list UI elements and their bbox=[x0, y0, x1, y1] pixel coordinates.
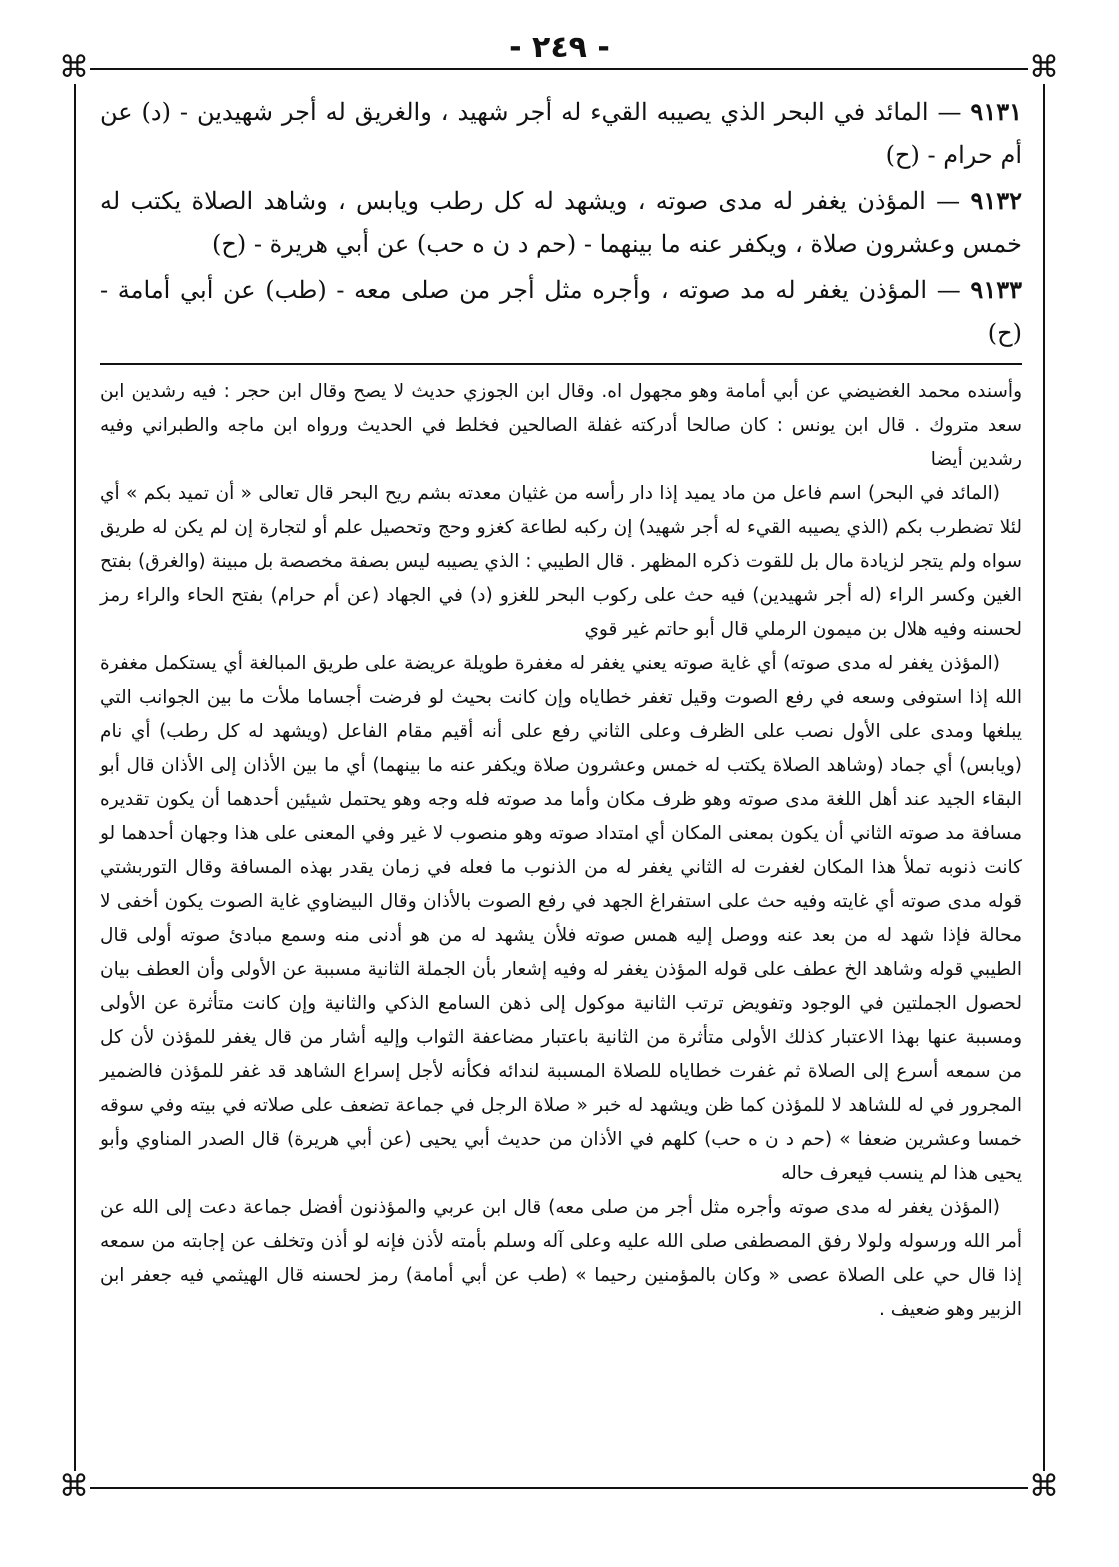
corner-ornament-icon: ⌘ bbox=[59, 50, 89, 85]
hadith-entry bbox=[100, 90, 1022, 177]
frame-top-border bbox=[72, 68, 1047, 70]
hadith-text: المؤذن يغفر له مد صوته ، وأجره مثل أجر من صلى معه - (طب) عن أبي أمامة - (ح) bbox=[100, 276, 1022, 347]
commentary-paragraph: (المؤذن يغفر له مدى صوته) أي غاية صوته يعني يغفر له مغفرة طويلة عريضة على طريق المبالغة أي يستكمل مغفرة الله إذا استوفى وسعه في رفع الصوت وقيل تغفر خطاياه وإن كانت بحيث لو فرضت أجساما ملأت ما بين الجوانب التي يبلغها ومدى على الأول نصب على الظرف وعلى الثاني رفع على أنه أقيم مقام الفاعل (ويشهد له كل رطب) أي نام (ويابس) أي جماد (وشاهد الصلاة يكتب له خمس وعشرون صلاة ويكفر عنه ما بينهما) أي ما بين الأذان إلى الأذان قال أبو البقاء الجيد عند أهل اللغة مدى صوته وهو ظرف مكان وأما مد صوته فله وجه وهو يحتمل شيئين أحدهما أن يكون تقديره مسافة مد صوته الثاني أن يكون بمعنى المكان أي امتداد صوته وهو منصوب لا غير وفي المعنى على هذا وجهان أحدهما لو كانت ذنوبه تملأ هذا المكان لغفرت له الثاني يغفر له من الذنوب ما فعله في زمان يقدر بهذه المسافة وقال التوربشتي قوله مدى صوته أي غايته وفيه حث على استفراغ الجهد في رفع الصوت بالأذان وقال البيضاوي غاية الصوت يكون أخفى لا محالة فإذا شهد له من بعد عنه ووصل إليه همس صوته فلأن يشهد له من هو أدنى منه وسمع مبادئ صوته أولى قال الطيبي قوله وشاهد الخ عطف على قوله المؤذن يغفر له وفيه إشعار بأن الجملة الثانية مسببة عن الأولى وأن العطف بيان لحصول الجملتين في الوجود وتفويض ترتب الثانية موكول إلى ذهن السامع الذكي والثانية وإن كانت متأثرة عن الأولى ومسببة عنها بهذا الاعتبار كذلك الأولى متأثرة من الثانية باعتبار مضاعفة الثواب وإليه أشار من قال يغفر للمؤذن لأن كل من سمعه أسرع إلى الصلاة ثم غفرت خطاياه للصلاة المسببة لندائه فكأنه لأجل إسراع الشاهد قد غفر للمؤذن فالضمير المجرور في له للشاهد لا للمؤذن كما ظن ويشهد له خبر « صلاة الرجل في جماعة تضعف على صلاته في بيته وفي سوقه خمسا وعشرين ضعفا » (حم د ن ه حب) كلهم في الأذان من حديث أبي يحيى (عن أبي هريرة) قال الصدر المناوي وأبو يحيى هذا لم ينسب فيعرف حاله bbox=[100, 653, 1022, 1184]
frame-left-border bbox=[74, 70, 76, 1487]
hadith-number: ٩١٣٢ bbox=[970, 186, 1022, 215]
hadith-dash: — bbox=[927, 276, 961, 304]
corner-ornament-icon: ⌘ bbox=[1029, 50, 1059, 85]
corner-ornament-icon: ⌘ bbox=[59, 1469, 89, 1504]
hadith-section bbox=[100, 90, 1022, 355]
commentary-paragraph: وأسنده محمد الغضيضي عن أبي أمامة وهو مجهول اه. وقال ابن الجوزي حديث لا يصح وقال ابن حجر : فيه رشدين ابن سعد متروك . قال ابن يونس : كان صالحا أدركته غفلة الصالحين فخلط في الحديث ورواه ابن ماجه والطبراني وفيه رشدين أيضا bbox=[100, 381, 1022, 470]
frame-bottom-border bbox=[72, 1487, 1047, 1489]
hadith-text: المؤذن يغفر له مدى صوته ، ويشهد له كل رطب ويابس ، وشاهد الصلاة يكتب له خمس وعشرون صلاة ، ويكفر عنه ما بينهما - (حم د ن ه حب) عن أبي هريرة - (ح) bbox=[100, 187, 1022, 258]
commentary-section bbox=[100, 375, 1022, 1327]
hadith-number: ٩١٣١ bbox=[970, 97, 1022, 126]
hadith-dash: — bbox=[928, 98, 962, 126]
hadith-entry bbox=[100, 268, 1022, 355]
corner-ornament-icon: ⌘ bbox=[1029, 1469, 1059, 1504]
section-divider bbox=[100, 363, 1022, 365]
page-content bbox=[100, 90, 1022, 1327]
hadith-text: المائد في البحر الذي يصيبه القيء له أجر شهيد ، والغريق له أجر شهيدين - (د) عن أم حرام - (ح) bbox=[100, 98, 1022, 169]
page-number: - ٢٤٩ - bbox=[509, 30, 610, 65]
hadith-dash: — bbox=[925, 187, 961, 215]
hadith-number: ٩١٣٣ bbox=[970, 275, 1022, 304]
hadith-entry bbox=[100, 179, 1022, 266]
commentary-paragraph: (المائد في البحر) اسم فاعل من ماد يميد إذا دار رأسه من غثيان معدته بشم ريح البحر قال تعالى « أن تميد بكم » أي لئلا تضطرب بكم (الذي يصيبه القيء له أجر شهيد) إن ركبه لطاعة كغزو وحج وتحصيل علم أو لتجارة إن لم يكن له طريق سواه ولم يتجر لزيادة مال بل للقوت ذكره المظهر . قال الطيبي : الذي يصيبه ليس بصفة مخصصة بل مبينة (والغرق) بفتح الغين وكسر الراء (له أجر شهيدين) فيه حث على ركوب البحر للغزو (د) في الجهاد (عن أم حرام) بفتح الحاء والراء رمز لحسنه وفيه هلال بن ميمون الرملي قال أبو حاتم غير قوي bbox=[100, 483, 1022, 640]
commentary-paragraph: (المؤذن يغفر له مدى صوته وأجره مثل أجر من صلى معه) قال ابن عربي والمؤذنون أفضل جماعة دعت إلى الله عن أمر الله ورسوله ولولا رفق المصطفى صلى الله عليه وعلى آله وسلم بأمته لأذن فإنه لو أذن وتخلف عن إجابته من سمعه إذا قال حي على الصلاة عصى « وكان بالمؤمنين رحيما » (طب عن أبي أمامة) رمز لحسنه قال الهيثمي فيه جعفر ابن الزبير وهو ضعيف . bbox=[100, 1197, 1022, 1320]
frame-right-border bbox=[1043, 70, 1045, 1487]
